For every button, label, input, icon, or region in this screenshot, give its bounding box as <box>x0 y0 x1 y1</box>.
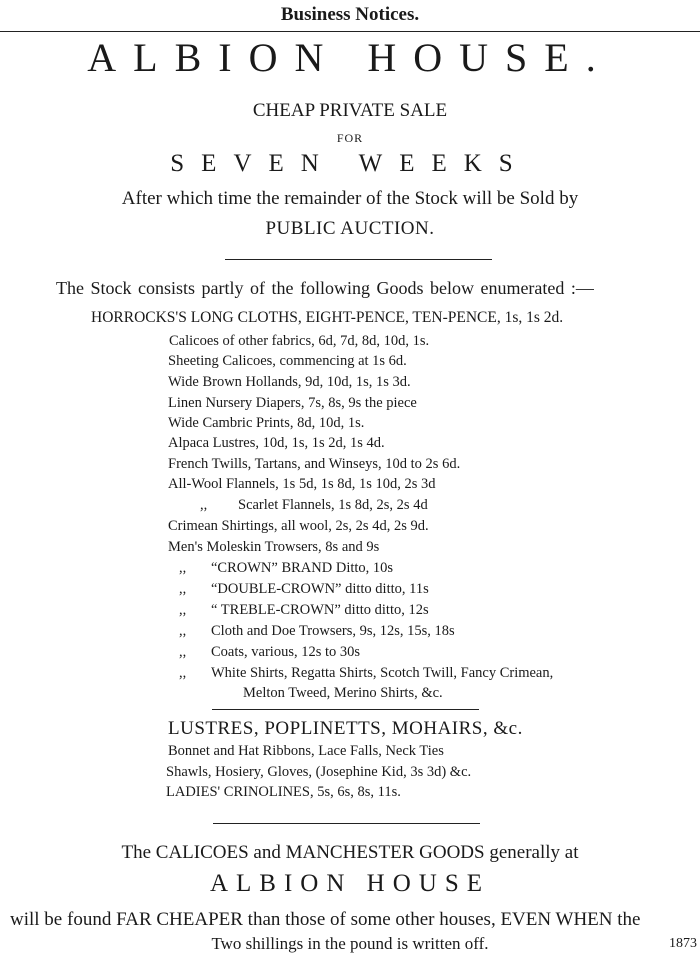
stock-intro: The Stock consists partly of the following Goods below enumerated :— <box>56 278 594 298</box>
ditto-mark: ,, <box>200 497 208 513</box>
list-item-text: Cloth and Doe Trowsers, 9s, 12s, 15s, 18s <box>211 623 455 639</box>
list-item <box>179 561 393 576</box>
ditto-mark: ,, <box>179 581 187 597</box>
ditto-mark: ,, <box>179 560 187 576</box>
list-item: Melton Tweed, Merino Shirts, &c. <box>243 685 443 701</box>
list-item: Linen Nursery Diapers, 7s, 8s, 9s the piece <box>168 395 417 411</box>
list-item: Men's Moleskin Trowsers, 8s and 9s <box>168 539 380 555</box>
brand-repeat: ALBION HOUSE <box>209 870 491 897</box>
list-item: Sheeting Calicoes, commencing at 1s 6d. <box>168 353 407 369</box>
after-text: After which time the remainder of the Stock will be Sold by <box>121 188 579 209</box>
list-item-text: Scarlet Flannels, 1s 8d, 2s, 2s 4d <box>238 497 428 513</box>
calicoes-line: The CALICOES and MANCHESTER GOODS generally at <box>121 842 579 863</box>
list-item: All-Wool Flannels, 1s 5d, 1s 8d, 1s 10d, 2s 3d <box>168 476 436 492</box>
ditto-mark: ,, <box>179 644 187 660</box>
divider-rule <box>225 259 492 260</box>
header-rule <box>0 31 700 32</box>
list-item: Bonnet and Hat Ribbons, Lace Falls, Neck Ties <box>168 743 444 759</box>
divider-rule <box>212 709 479 710</box>
list-item-text: Coats, various, 12s to 30s <box>211 644 361 660</box>
list-item <box>179 645 360 660</box>
list-item: Shawls, Hosiery, Gloves, (Josephine Kid, 3s 3d) &c. <box>166 764 472 780</box>
list-item: Calicoes of other fabrics, 6d, 7d, 8d, 10d, 1s. <box>169 333 430 349</box>
cheaper-line: will be found FAR CHEAPER than those of some other houses, EVEN WHEN the <box>10 909 641 930</box>
list-item-text: “ TREBLE-CROWN” ditto ditto, 12s <box>211 602 429 618</box>
list-item: Crimean Shirtings, all wool, 2s, 2s 4d, 2s 9d. <box>168 518 429 534</box>
auction-text: PUBLIC AUCTION. <box>265 218 435 239</box>
list-item <box>179 624 455 639</box>
list-item-text: “DOUBLE-CROWN” ditto ditto, 11s <box>211 581 429 597</box>
list-item: Wide Brown Hollands, 9d, 10d, 1s, 1s 3d. <box>168 374 411 390</box>
ditto-mark: ,, <box>179 623 187 639</box>
sale-duration: SEVEN WEEKS <box>170 150 530 177</box>
list-item: Alpaca Lustres, 10d, 1s, 1s 2d, 1s 4d. <box>168 435 385 451</box>
brand-title: ALBION HOUSE. <box>87 35 613 80</box>
lustres-heading: LUSTRES, POPLINETTS, MOHAIRS, &c. <box>168 718 523 739</box>
ditto-mark: ,, <box>179 665 187 681</box>
list-item <box>179 582 429 597</box>
list-item: Wide Cambric Prints, 8d, 10d, 1s. <box>168 415 365 431</box>
section-title: Business Notices. <box>280 4 420 25</box>
list-item <box>179 603 429 618</box>
for-word: FOR <box>336 131 364 145</box>
written-off-line: Two shillings in the pound is written off. <box>211 934 489 953</box>
headline-item: HORROCKS'S LONG CLOTHS, EIGHT-PENCE, TEN-PENCE, 1s, 1s 2d. <box>91 309 564 326</box>
divider-rule <box>213 823 480 824</box>
list-item-text: White Shirts, Regatta Shirts, Scotch Twill, Fancy Crimean, <box>211 665 554 681</box>
ditto-mark: ,, <box>179 602 187 618</box>
list-item-text: “CROWN” BRAND Ditto, 10s <box>211 560 394 576</box>
list-item <box>179 666 553 681</box>
list-item: LADIES' CRINOLINES, 5s, 6s, 8s, 11s. <box>166 784 401 800</box>
list-item <box>200 498 428 513</box>
year-mark: 1873 <box>669 936 697 951</box>
sale-type: CHEAP PRIVATE SALE <box>252 100 448 121</box>
list-item: French Twills, Tartans, and Winseys, 10d to 2s 6d. <box>168 456 461 472</box>
